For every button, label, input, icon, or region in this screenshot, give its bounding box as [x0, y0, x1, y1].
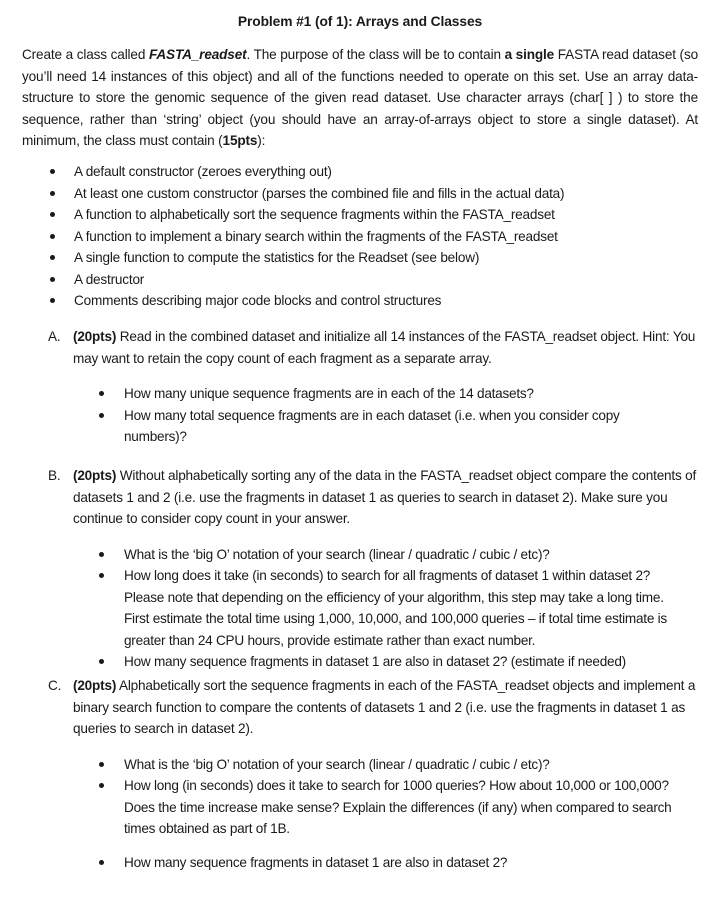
- part-a: [48, 326, 698, 448]
- part-c-questions: [99, 754, 674, 874]
- question-text: How many unique sequence fragments are in each of the 14 datasets?: [124, 386, 534, 401]
- question-item: [99, 852, 674, 874]
- requirement-item: [48, 204, 564, 226]
- question-item: [99, 775, 674, 840]
- page-title: Problem #1 (of 1): Arrays and Classes: [237, 14, 483, 29]
- question-item: [99, 565, 674, 651]
- bullet-icon: [99, 391, 104, 396]
- part-b: [48, 465, 698, 673]
- part-text: Read in the combined dataset and initialize all 14 instances of the FASTA_readset object. Hint: You may want to retain the copy count of each fragment as a separate array.: [73, 329, 696, 366]
- question-text: How many total sequence fragments are in each dataset (i.e. when you consider copy numbers)?: [124, 407, 620, 444]
- question-text: What is the ‘big O’ notation of your search (linear / quadratic / cubic / etc)?: [124, 546, 550, 562]
- class-name: FASTA_readset: [148, 47, 247, 62]
- part-text: Alphabetically sort the sequence fragments in each of the FASTA_readset objects and implement a binary search function to compare the contents of datasets 1 and 2 (i.e. use the fragments in dataset 1 as queries to search in dataset 2).: [73, 678, 696, 736]
- bullet-icon: [50, 212, 55, 217]
- bullet-icon: [50, 277, 55, 282]
- bullet-icon: [99, 573, 104, 578]
- requirement-item: [48, 247, 564, 269]
- intro-text: ):: [257, 133, 266, 149]
- part-c-description: [48, 675, 698, 740]
- requirement-item: [48, 161, 564, 183]
- intro-paragraph: [22, 44, 698, 152]
- bullet-icon: [50, 234, 55, 239]
- question-text: How many sequence fragments in dataset 1 are also in dataset 2?: [124, 854, 508, 870]
- requirement-text: A function to implement a binary search within the fragments of the FASTA_readset: [74, 228, 558, 244]
- requirement-item: [48, 226, 564, 248]
- part-b-questions: [99, 544, 674, 673]
- points-label: (20pts): [73, 678, 117, 693]
- part-a-questions: [99, 383, 674, 448]
- bullet-icon: [50, 191, 55, 196]
- bullet-icon: [50, 169, 55, 174]
- points-label: (20pts): [73, 468, 117, 483]
- part-letter: B.: [48, 468, 61, 483]
- requirement-item: [48, 269, 564, 291]
- part-c: [48, 675, 698, 873]
- question-item: [99, 651, 674, 673]
- question-item: [99, 544, 674, 566]
- part-text: Without alphabetically sorting any of the data in the FASTA_readset object compare the contents of datasets 1 and 2 (i.e. use the fragments in dataset 1 as queries to search in dataset 2). Make sure you continue to consider copy count in your answer.: [73, 468, 697, 526]
- bullet-icon: [99, 762, 104, 767]
- part-letter: A.: [48, 329, 61, 344]
- requirement-text: A single function to compute the statistics for the Readset (see below): [74, 250, 480, 265]
- requirement-text: At least one custom constructor (parses the combined file and fills in the actual data): [74, 185, 565, 201]
- intro-text: FASTA read dataset (so you’ll need 14 instances of this object) and all of the functions needed to operate on this set. Use an array data-structure to store the genomic sequence of the given read dataset. Use character arrays (char[ ] ) to store the sequence, rather than ‘string’ object (you should have an array-of-arrays object to store a single dataset). At minimum, the class must contain (: [22, 47, 698, 149]
- intro-text: . The purpose of the class will be to contain: [246, 47, 505, 62]
- points-label: (20pts): [73, 329, 117, 344]
- bullet-icon: [99, 860, 104, 865]
- bullet-icon: [50, 298, 55, 303]
- bullet-icon: [99, 552, 104, 557]
- emphasis-text: a single: [504, 47, 555, 62]
- bullet-icon: [99, 783, 104, 788]
- requirement-text: A default constructor (zeroes everything out): [74, 164, 332, 179]
- question-text: What is the ‘big O’ notation of your search (linear / quadratic / cubic / etc)?: [124, 756, 550, 772]
- requirements-list: [48, 161, 564, 312]
- question-text: How long (in seconds) does it take to search for 1000 queries? How about 10,000 or 100,000? Does the time increase make sense? Explain the differences (if any) when compared to search times obtained as part of 1B.: [124, 778, 672, 836]
- requirement-item: [48, 183, 564, 205]
- question-item: [99, 754, 674, 776]
- part-a-description: [48, 326, 698, 369]
- question-item: [99, 383, 674, 405]
- bullet-icon: [50, 255, 55, 260]
- question-item: [99, 405, 674, 448]
- part-b-description: [48, 465, 698, 530]
- bullet-icon: [99, 659, 104, 664]
- points-label: 15pts: [222, 133, 258, 149]
- question-text: How long does it take (in seconds) to search for all fragments of dataset 1 within dataset 2? Please note that depending on the efficiency of your algorithm, this step may take a long time. First estimate the total time using 1,000, 10,000, and 100,000 queries – if total time estimate is greater than 24 CPU hours, provide estimate rather than exact number.: [124, 568, 667, 648]
- intro-text: Create a class called: [22, 47, 149, 62]
- requirement-item: [48, 290, 564, 312]
- question-text: How many sequence fragments in dataset 1 are also in dataset 2? (estimate if needed): [124, 654, 626, 669]
- requirement-text: Comments describing major code blocks and control structures: [74, 293, 442, 308]
- part-letter: C.: [48, 678, 62, 693]
- requirement-text: A destructor: [74, 271, 145, 287]
- requirement-text: A function to alphabetically sort the sequence fragments within the FASTA_readset: [74, 207, 555, 222]
- bullet-icon: [99, 413, 104, 418]
